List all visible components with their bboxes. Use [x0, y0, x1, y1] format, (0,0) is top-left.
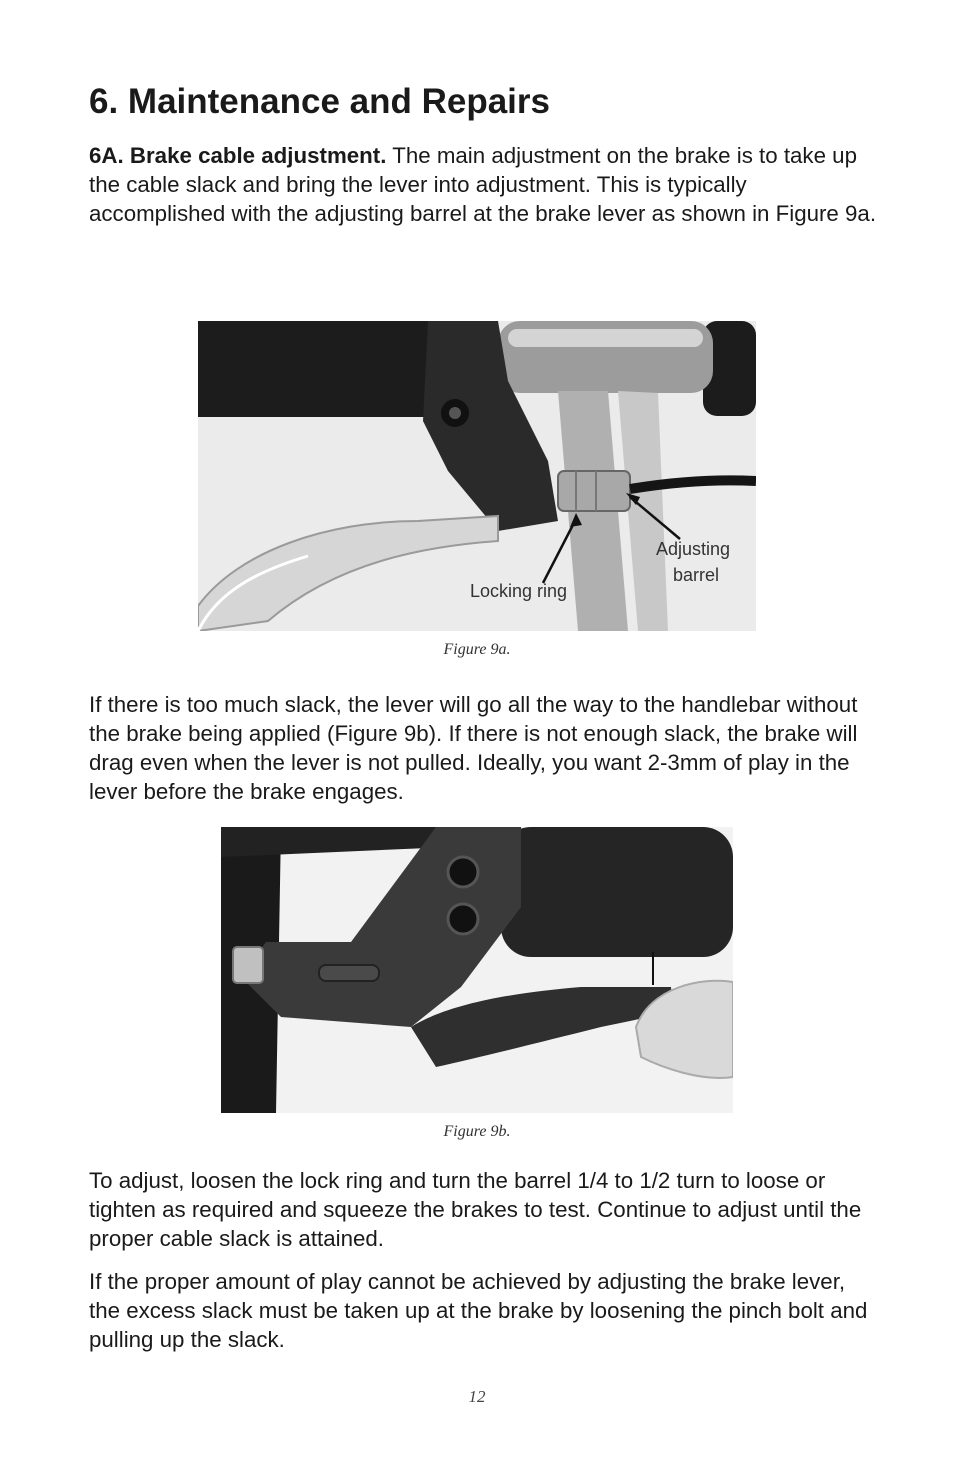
brake-lever-photo-9b	[221, 827, 733, 1113]
label-locking-ring: Locking ring	[470, 581, 568, 601]
intro-paragraph	[89, 141, 879, 228]
slack-paragraph: If there is too much slack, the lever will go all the way to the handlebar without the brake being applied (Figure 9b). If there is not enough slack, the brake will drag even when the lever is not pulled. Ideally, you want 2-3mm of play in the lever before the brake engages.	[89, 692, 858, 804]
section-heading: 6. Maintenance and Repairs	[89, 82, 550, 121]
figure-9b-photo	[221, 827, 733, 1113]
label-barrel: barrel	[673, 565, 720, 585]
figure-9a-caption: Figure 9a.	[443, 641, 511, 658]
figure-9a-photo	[198, 321, 756, 631]
intro-lead: 6A. Brake cable adjustment.	[89, 143, 387, 168]
intro-text: The main adjustment on the brake is to take up the cable slack and bring the lever into adjustment. This is typically accomplished with the adjusting barrel at the brake lever as shown in Figure 9a.	[89, 143, 877, 226]
page-number: 12	[468, 1387, 486, 1406]
brake-lever-photo-9a	[198, 321, 756, 631]
label-adjusting: Adjusting	[656, 539, 731, 559]
adjust-paragraph: To adjust, loosen the lock ring and turn the barrel 1/4 to 1/2 turn to loose or tighten as required and squeeze the brakes to test. Continue to adjust until the proper cable slack is attained.	[89, 1168, 862, 1251]
figure-9b-caption: Figure 9b.	[443, 1123, 511, 1140]
pinch-bolt-paragraph: If the proper amount of play cannot be achieved by adjusting the brake lever, the excess slack must be taken up at the brake by loosening the pinch bolt and pulling up the slack.	[89, 1269, 868, 1352]
